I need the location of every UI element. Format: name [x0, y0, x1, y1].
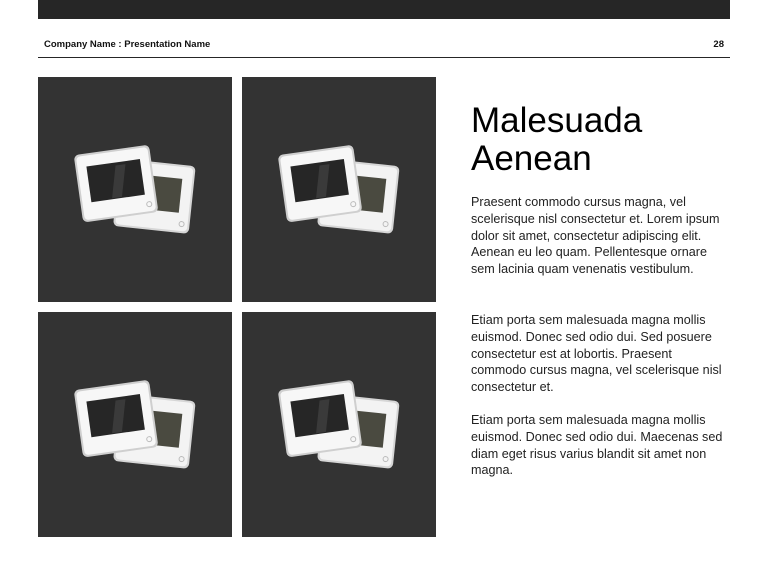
image-placeholder-3[interactable] — [38, 312, 232, 537]
photo-slides-icon — [38, 312, 232, 537]
image-placeholder-2[interactable] — [242, 77, 436, 302]
slide-header — [38, 37, 730, 58]
body-paragraph-1[interactable]: Praesent commodo cursus magna, vel scelerisque nisl consectetur et. Lorem ipsum dolor sit amet, consectetur adipiscing elit. Aenean eu leo quam. Pellentesque ornare sem lacinia quam venenatis vestibulum. — [471, 195, 720, 277]
body-paragraph-2[interactable]: Etiam porta sem malesuada magna mollis euismod. Donec sed odio dui. Sed posuere consectetur est at lobortis. Praesent commodo cursus magna, vel scelerisque nisl consectetur et. — [471, 313, 722, 395]
image-placeholder-4[interactable] — [242, 312, 436, 537]
photo-slides-icon — [38, 77, 232, 302]
photo-slides-icon — [242, 77, 436, 302]
slide-title[interactable]: Malesuada Aenean — [471, 101, 643, 178]
top-bar — [38, 0, 730, 19]
company-presentation-label: Company Name : Presentation Name — [44, 39, 211, 50]
photo-slides-icon — [242, 312, 436, 537]
body-paragraph-3[interactable]: Etiam porta sem malesuada magna mollis euismod. Donec sed odio dui. Maecenas sed diam eget risus varius blandit sit amet non magna. — [471, 413, 723, 478]
image-placeholder-1[interactable] — [38, 77, 232, 302]
page-number: 28 — [713, 39, 724, 50]
